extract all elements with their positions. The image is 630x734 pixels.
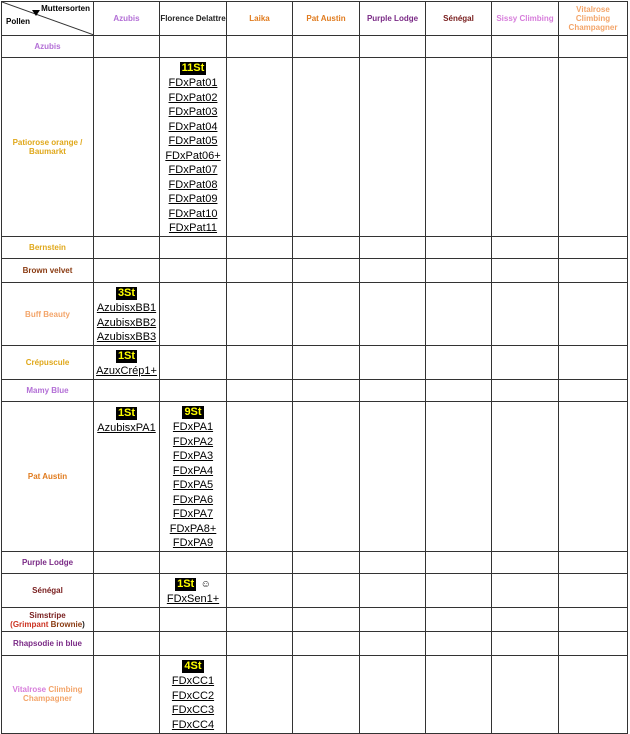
row-bernstein: [2, 237, 628, 259]
row-brown-velvet: [2, 259, 628, 283]
row-vitalrose: [2, 656, 628, 734]
cell-buff-azubis: [94, 283, 160, 346]
seedling-count: 1St: [117, 350, 136, 362]
cross-code: FDxPA5: [172, 479, 214, 491]
cross-code: FDxPA3: [172, 450, 214, 462]
row-header-patiorose: Patiorose orange / Baumarkt: [2, 58, 94, 237]
row-header-buff-beauty: Buff Beauty: [2, 283, 94, 346]
cell-crepuscule-azubis: [94, 346, 160, 380]
cross-code: FDxPA1: [172, 421, 214, 433]
col-sissy-climbing: Sissy Climbing: [492, 2, 559, 36]
cross-list: [97, 403, 156, 436]
cross-code: FDxPA2: [172, 435, 214, 448]
cross-code: FDxCC2: [171, 689, 215, 702]
row-header-azubis: Azubis: [2, 36, 94, 58]
seedling-count: 4St: [184, 660, 202, 672]
cell-pat-austin-azubis: [94, 402, 160, 552]
cross-code: FDxCC3: [171, 704, 215, 716]
row-header-brown-velvet: Brown velvet: [2, 259, 94, 283]
seedling-count: 1St: [177, 578, 195, 590]
row-purple-lodge: [2, 552, 628, 574]
cross-code: FDxCC1: [171, 675, 215, 687]
cross-list: [165, 58, 220, 236]
cross-list: [96, 346, 157, 379]
cross-code: AzubisxBB2: [96, 316, 157, 329]
row-mamy-blue: [2, 380, 628, 402]
corner-cell: [2, 2, 94, 36]
row-header-bernstein: Bernstein: [2, 237, 94, 259]
row-crepuscule: [2, 346, 628, 380]
cross-code: FDxPat03: [168, 106, 218, 118]
cross-code: FDxPat01: [168, 77, 218, 89]
cross-code: FDxPat02: [168, 91, 218, 104]
col-laika: Laika: [227, 2, 293, 36]
row-header-mamy-blue: Mamy Blue: [2, 380, 94, 402]
mother-axis-label: Muttersorten: [41, 4, 90, 13]
cell-senegal-florence: [160, 574, 227, 608]
cell-pat-austin-florence: [160, 402, 227, 552]
row-rhapsodie: [2, 632, 628, 656]
seedling-count: 1St: [117, 407, 136, 419]
row-header-purple-lodge: Purple Lodge: [2, 552, 94, 574]
col-pat-austin: Pat Austin: [293, 2, 360, 36]
row-header-rhapsodie: Rhapsodie in blue: [2, 632, 94, 656]
row-patiorose: [2, 58, 628, 237]
seedling-count: 9St: [184, 406, 202, 418]
col-senegal: Sénégal: [426, 2, 492, 36]
header-row: [2, 2, 628, 36]
cross-code: AzubisxBB3: [96, 331, 157, 343]
cross-list: [172, 656, 214, 732]
seedling-count: 11St: [181, 62, 205, 74]
cross-code: FDxPA9: [172, 537, 214, 549]
col-purple-lodge: Purple Lodge: [360, 2, 426, 36]
cell-patiorose-florence: [160, 58, 227, 237]
row-azubis: [2, 36, 628, 58]
cross-code: FDxPA8+: [169, 522, 217, 535]
row-header-pat-austin: Pat Austin: [2, 402, 94, 552]
cross-code: FDxPA7: [172, 508, 214, 520]
cell-vitalrose-florence: [160, 656, 227, 734]
smiley-icon: ☺: [200, 579, 211, 590]
row-buff-beauty: [2, 283, 628, 346]
cross-code: FDxPat06+: [165, 149, 221, 162]
cross-code: FDxPat08: [168, 178, 218, 191]
cross-list: [97, 283, 156, 345]
cross-code: FDxPat10: [168, 207, 218, 220]
row-simstripe: [2, 608, 628, 632]
cross-code: AzubisxBB1: [96, 302, 157, 314]
col-vitalrose: Vitalrose Climbing Champagner: [559, 2, 628, 36]
cross-code: FDxPA4: [172, 464, 214, 477]
row-header-senegal: Sénégal: [2, 574, 94, 608]
row-header-simstripe: Simstripe (Grimpant Brownie): [2, 608, 94, 632]
cross-code: FDxPat04: [168, 120, 218, 133]
cross-code: FDxSen1+: [166, 593, 220, 605]
crossing-table: [1, 1, 628, 734]
row-header-crepuscule: Crépuscule: [2, 346, 94, 380]
cross-code: FDxPat09: [168, 193, 218, 205]
cross-list: [170, 402, 217, 551]
row-pat-austin: [2, 402, 628, 552]
col-azubis: Azubis: [94, 2, 160, 36]
cross-code: FDxPat11: [168, 222, 218, 234]
cross-code: AzuxCrép1+: [96, 365, 157, 377]
cross-list: [167, 574, 219, 607]
row-header-vitalrose: Vitalrose Climbing Champagner: [2, 656, 94, 734]
seedling-count: 3St: [117, 287, 136, 299]
cross-code: AzubisxPA1: [97, 422, 156, 434]
cross-code: FDxCC4: [171, 718, 215, 731]
cross-code: FDxPA6: [172, 493, 214, 506]
col-florence-delattre: Florence Delattre: [160, 2, 227, 36]
pollen-axis-label: Pollen: [6, 17, 31, 26]
cross-code: FDxPat05: [168, 135, 218, 147]
cross-code: FDxPat07: [168, 164, 218, 176]
row-senegal: [2, 574, 628, 608]
